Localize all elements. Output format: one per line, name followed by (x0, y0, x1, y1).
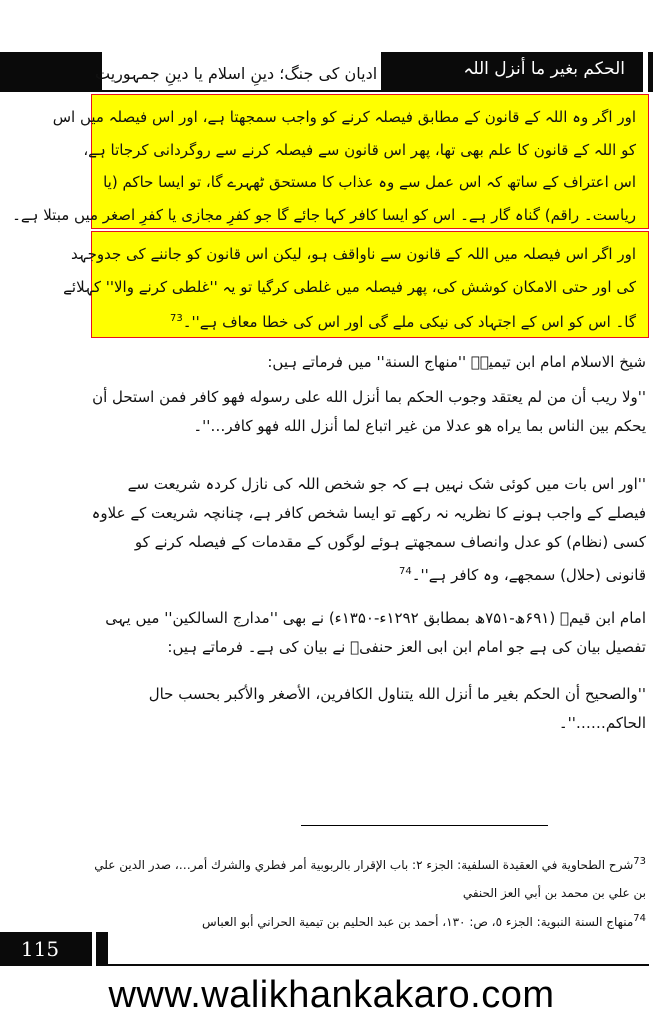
highlight-box-2 (63, 231, 649, 338)
urdu-translation-1-text: ''اور اس بات میں کوئی شک نہیں ہے کہ جو شخص اللہ کی نازل کردہ شریعت سے فیصلے کے واجب ہونے کا نظریہ نہ رکھے تو ایسا شخص کافر ہے، چنانچہ شریعت کے علاوہ کسی (نظام) کو عدل وانصاف سمجھتے ہوئے لوگوں کے مقدمات کے فیصلہ کرنے کو قانونی (حلال) سمجھے، وہ کافر ہے''۔ (91, 475, 646, 584)
arabic-quote-2: ''والصحيح أن الحكم بغير ما أنزل الله يتناول الكافرين، الأصغر والأكبر بحسب حال الحاكم……''۔ (148, 685, 646, 732)
highlight-2-line: کی اور حتی الامکان کوشش کی، پھر فیصلہ میں غلطی کرگیا تو یہ ''غلطی کرنے والا'' کہلائے (63, 277, 636, 296)
highlight-paragraph-2 (63, 238, 636, 339)
highlight-2-line: اور اگر اس فیصلہ میں اللہ کے قانون سے ناواقف ہو، لیکن اس قانون کو جاننے کی جدوجہد (70, 245, 636, 263)
footnote-separator (301, 825, 548, 826)
header-chapter-tab (381, 52, 643, 92)
intro-ibn-taymiyyah: شیخ الاسلام امام ابن تیمیہؒ ''منهاج السنة'' میں فرماتے ہیں: (267, 353, 646, 371)
footnote-ref-73[interactable]: 73 (169, 313, 183, 324)
highlight-1-line: اور اگر وہ اللہ کے قانون کے مطابق فیصلہ کرنے کو واجب سمجھتا ہے، اور اس فیصلہ میں اس (52, 108, 636, 126)
page-number: 115 (20, 937, 60, 961)
intro-ibn-qayyim: امام ابن قیمؒ (۶۹۱ھ-۷۵۱ھ بمطابق ۱۲۹۲ء-۱۳۵۰ء) نے بھی ''مدارج السالکین'' میں یہی تفصیل بیان کی ہے جو امام ابن ابی العز حنفیؒ نے بیان کی ہے۔ فرماتے ہیں: (105, 609, 646, 656)
footnote-number: 74 (633, 913, 646, 924)
urdu-translation-1 (91, 470, 646, 590)
footnote-text: منهاج السنة النبوية: الجزء ٥، ص: ١٣٠، أحمد بن عبد الحليم بن تيمية الحراني أبو العباس (202, 915, 634, 929)
highlight-1-line: ریاست۔ راقم) گناہ گار ہے۔ اس کو ایسا کافر کہا جائے گا جو کفرِ مجازی یا کفرِ اصغر میں مبتلا ہے۔ (12, 205, 636, 224)
highlight-2-last-text: گا۔ اس کو اس کے اجتہاد کی نیکی ملے گی اور اس کی خطا معاف ہے''۔ (182, 313, 636, 331)
highlight-paragraph-1 (12, 101, 636, 231)
footnote-number: 73 (633, 856, 646, 867)
header-rule (100, 90, 382, 92)
highlight-2-line (104, 303, 636, 339)
header-edge-mark (648, 52, 653, 92)
header-chapter-title: الحکم بغیر ما أنزل اللہ (463, 59, 625, 79)
footnote-ref-74[interactable]: 74 (398, 566, 412, 577)
page-number-bar (96, 932, 108, 966)
arabic-quote-1: ''ولا ريب أن من لم يعتقد وجوب الحكم بما أنزل الله على رسوله فهو كافر فمن استحل أن يحكم بين الناس بما يراه هو عدلا من غير اتباع لما أنزل الله فهو كافر…''۔ (92, 388, 646, 435)
footnote-73 (91, 848, 646, 907)
highlight-box-1 (12, 94, 649, 229)
website-url[interactable]: www.walikhankakaro.com (108, 974, 555, 1016)
footnote-74 (91, 905, 646, 936)
running-header (0, 52, 663, 94)
header-black-bar-left (0, 52, 80, 92)
footnote-text: شرح الطحاوية في العقيدة السلفية: الجزء ٢: باب الإقرار بالربوبية أمر فطري والشرك أمر…، صدر الدين علي بن علي بن محمد بن أبي العز الحنفي (94, 858, 646, 900)
highlight-1-line: کو اللہ کے قانون کا علم بھی تھا، پھر اس قانون سے فیصلہ کرنے سے روگردانی کرجاتا ہے، (83, 140, 636, 159)
highlight-1-line: اس اعتراف کے ساتھ کہ اس عمل سے وہ عذاب کا مستحق ٹھہرے گا، تو ایسا حاکم (یا (103, 173, 636, 191)
header-book-title: ادیان کی جنگ؛ دینِ اسلام یا دینِ جمہوریت (95, 64, 378, 83)
